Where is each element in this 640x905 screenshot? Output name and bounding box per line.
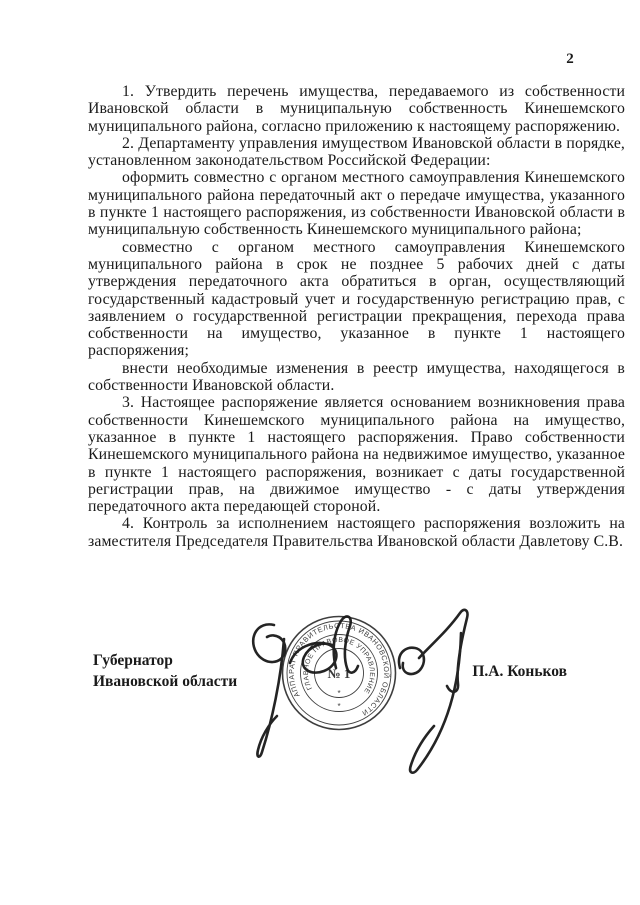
stamp-star-lower: * <box>337 702 341 711</box>
signer-position-line-1: Губернатор <box>93 652 173 669</box>
paragraph-3: 3. Настоящее распоряжение является основанием возникновения права собственности Кинешемского муниципального района на имущество, указанное в пункте 1 настоящего распоряжения. Право собственности Кинешемского муниципального района на недвижимое имущество, указанное в пункте 1 настоящего распоряжения, возникает с даты государственной регистрации прав, на движимое имущество - с даты утверждения передаточного акта передающей стороной. <box>88 394 625 516</box>
paragraph-4: 4. Контроль за исполнением настоящего распоряжения возложить на заместителя Председателя Правительства Ивановской области Давлетову С.В. <box>88 515 625 550</box>
paragraph-2-sub-3: внести необходимые изменения в реестр имущества, находящегося в собственности Ивановской области. <box>88 359 625 395</box>
signature-right-o-loop <box>399 648 424 674</box>
signature-initial-loop <box>253 624 285 662</box>
signature-right-descender <box>410 633 461 773</box>
stamp-outer-ring-text: АППАРАТ ПРАВИТЕЛЬСТВА ИВАНОВСКОЙ ОБЛАСТИ <box>286 620 392 719</box>
signer-name: П.А. Коньков <box>472 662 567 680</box>
signer-position-line-2: Ивановской области <box>93 673 238 690</box>
stamp-number: № 1 <box>327 666 351 681</box>
paragraph-2-sub-1: оформить совместно с органом местного самоуправления Кинешемского муниципального района передаточный акт о передаче имущества, указанного в пункте 1 настоящего распоряжения, из собственности Ивановской области в муниципальную собственность Кинешемского муниципального района; <box>88 169 625 239</box>
paragraph-1: 1. Утвердить перечень имущества, передаваемого из собственности Ивановской области в муниципальную собственность Кинешемского муниципального района, согласно приложению к настоящему распоряжению. <box>88 83 625 135</box>
stamp-star-upper: * <box>337 689 341 698</box>
signature-left-tail <box>257 639 284 757</box>
paragraph-2-sub-2: совместно с органом местного самоуправления Кинешемского муниципального района в срок не позднее 5 рабочих дней с даты утверждения передаточного акта обратиться в орган, осуществляющий государственный кадастровый учет и государственную регистрацию прав, с заявлением о государственной регистрации прекращения, перехода права собственности на имущество, указанное в пункте 1 настоящего распоряжения; <box>88 238 625 360</box>
official-round-stamp <box>283 617 396 730</box>
signer-position <box>93 650 237 692</box>
stamp-inner-ring-text: ГЛАВНОЕ ПРАВОВОЕ УПРАВЛЕНИЕ <box>302 636 376 695</box>
stamp-and-signature-overlay <box>220 595 490 795</box>
page-number: 2 <box>566 51 574 67</box>
paragraph-2: 2. Департаменту управления имуществом Ивановской области в порядке, установленном законодательством Российской Федерации: <box>88 134 625 170</box>
document-body <box>88 83 625 550</box>
